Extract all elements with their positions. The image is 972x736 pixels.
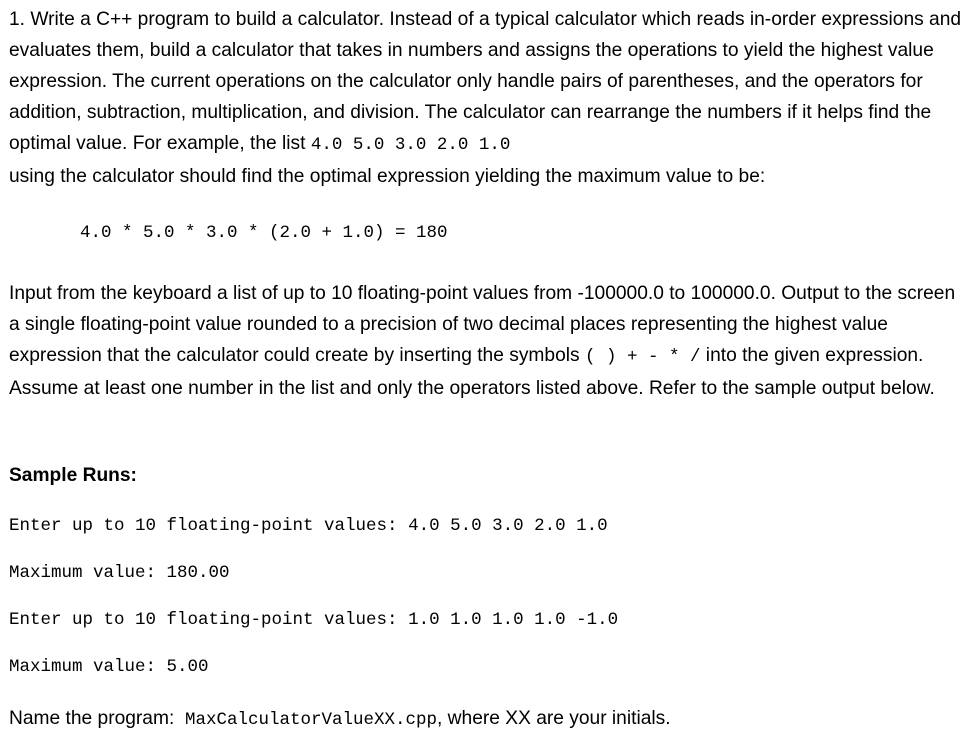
input-text-part-1: Input from the keyboard a list of up to 10 floating-point values from -100000.0 to 100000.0. Output to the screen a single floating-point value rounded to a precision of two decimal places representing the highest value expression that the calculator could create by inserting the symbols [9,283,956,366]
problem-intro-text: 1. Write a C++ program to build a calculator. Instead of a typical calculator which reads in-order expressions and evaluates them, build a calculator that takes in numbers and assigns the operations to yield the highest value expression. The current operations on the calculator only handle pairs of parentheses, and the operators for addition, subtraction, multiplication, and division. The calculator can rearrange the numbers if it helps find the optimal value. For example, the list [9,9,962,154]
sample-run-line: Maximum value: 180.00 [9,563,230,583]
problem-statement [9,4,964,192]
program-filename: MaxCalculatorValueXX.cpp [184,710,438,730]
sample-run-line: Enter up to 10 floating-point values: 1.0 1.0 1.0 1.0 -1.0 [9,610,619,630]
input-text-part-2: into the given expression. Assume at least one number in the list and only the operators listed above. Refer to the sample output below. [9,345,935,399]
naming-prefix: Name the program: [9,708,185,729]
sample-runs-heading: Sample Runs: [9,465,137,486]
operator-symbols: ( ) + - * / [584,347,701,367]
program-naming [9,703,964,736]
problem-intro-tail: using the calculator should find the optimal expression yielding the maximum value to be: [9,166,766,187]
sample-run-line: Maximum value: 5.00 [9,657,209,677]
naming-suffix: , where XX are your initials. [437,708,671,729]
example-list: 4.0 5.0 3.0 2.0 1.0 [310,135,511,155]
sample-run-line: Enter up to 10 floating-point values: 4.0 5.0 3.0 2.0 1.0 [9,516,608,536]
example-expression: 4.0 * 5.0 * 3.0 * (2.0 + 1.0) = 180 [80,223,448,243]
input-description [9,278,964,404]
